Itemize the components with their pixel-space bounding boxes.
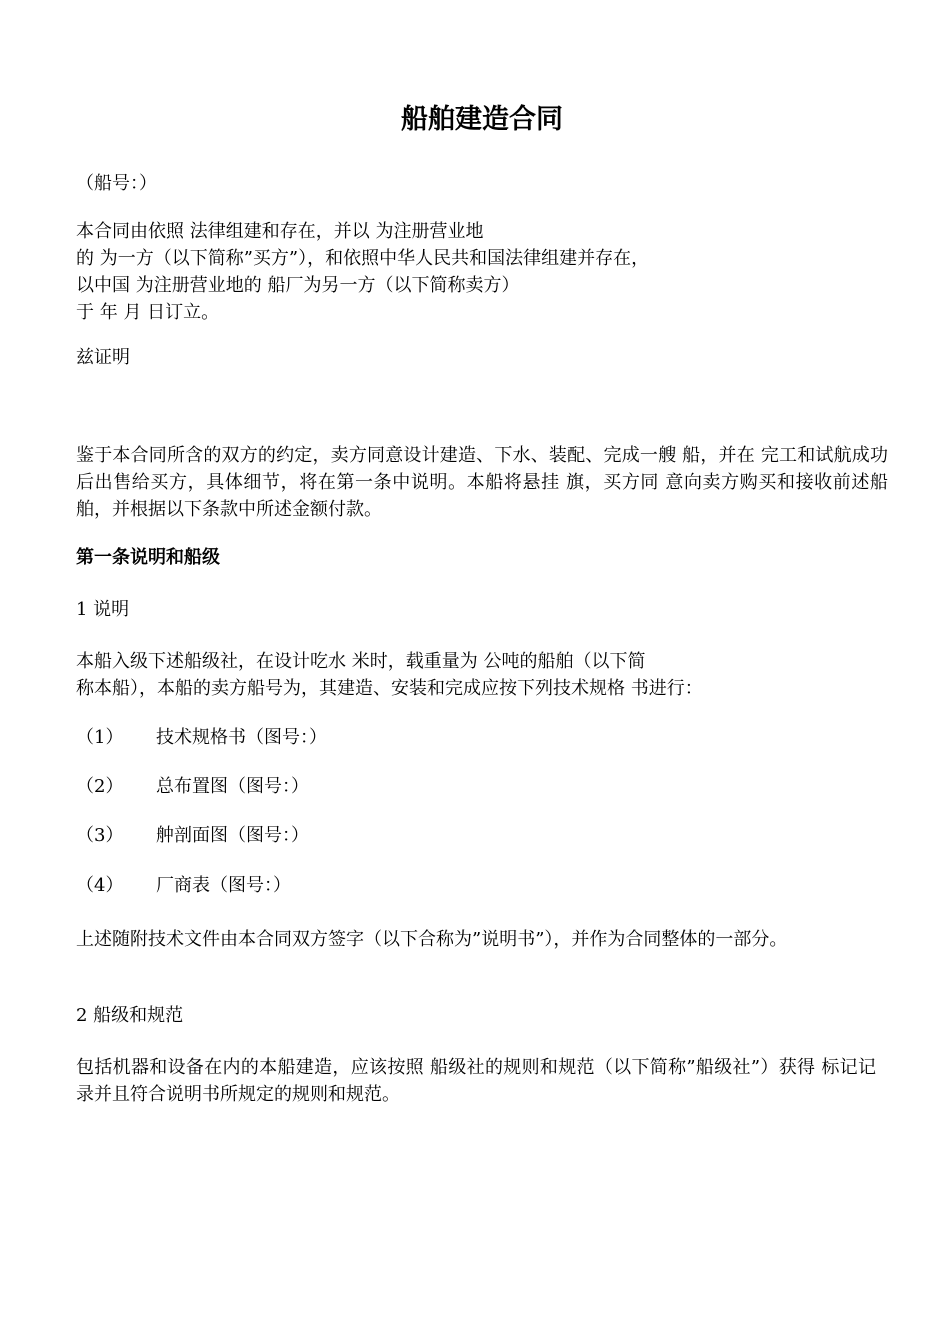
preamble-paragraph <box>76 218 649 326</box>
section-1-line: 称本船），本船的卖方船号为，其建造、安装和完成应按下列技术规格 书进行： <box>76 678 703 699</box>
list-item <box>76 724 327 751</box>
list-item-number: （3） <box>76 825 124 846</box>
section-2-heading: 2 船级和规范 <box>76 1005 184 1026</box>
section-2-paragraph: 包括机器和设备在内的本船建造，应该按照 船级社的规则和规范（以下简称”船级社”）获得 标记记录并且符合说明书所规定的规则和规范。 <box>76 1057 876 1105</box>
section-1-line: 本船入级下述船级社，在设计吃水 米时，载重量为 公吨的船舶（以下简 <box>76 651 646 672</box>
list-item-number: （1） <box>76 727 124 748</box>
list-item-text: 舯剖面图（图号：） <box>156 825 309 846</box>
attachments-paragraph: 上述随附技术文件由本合同双方签字（以下合称为”说明书”），并作为合同整体的一部分。 <box>76 929 788 950</box>
list-item-number: （2） <box>76 776 124 797</box>
list-item-text: 厂商表（图号：） <box>156 875 291 896</box>
section-1-paragraph <box>76 648 703 702</box>
recital-paragraph: 鉴于本合同所含的双方的约定，卖方同意设计建造、下水、装配、完成一艘 船，并在 完工和试航成功后出售给买方，具体细节，将在第一条中说明。本船将悬挂 旗，买方同 意向卖方购买和接收前述船舶，并根据以下条款中所述金额付款。 <box>76 445 888 520</box>
preamble-line: 本合同由依照 法律组建和存在，并以 为注册营业地 <box>76 221 484 242</box>
list-item <box>76 872 291 899</box>
list-item-text: 总布置图（图号：） <box>156 776 309 797</box>
witness-text: 兹证明 <box>76 347 130 368</box>
ship-number: （船号：） <box>76 173 157 194</box>
preamble-line: 于 年 月 日订立。 <box>76 302 220 323</box>
list-item <box>76 822 309 849</box>
list-item <box>76 773 309 800</box>
article-1-heading: 第一条说明和船级 <box>76 547 220 568</box>
list-item-number: （4） <box>76 875 124 896</box>
list-item-text: 技术规格书（图号：） <box>156 727 327 748</box>
preamble-line: 以中国 为注册营业地的 船厂为另一方（以下简称卖方） <box>76 275 520 296</box>
document-title: 船舶建造合同 <box>401 104 563 135</box>
section-1-heading: 1 说明 <box>76 599 130 620</box>
preamble-line: 的 为一方（以下简称”买方”），和依照中华人民共和国法律组建并存在， <box>76 248 650 269</box>
